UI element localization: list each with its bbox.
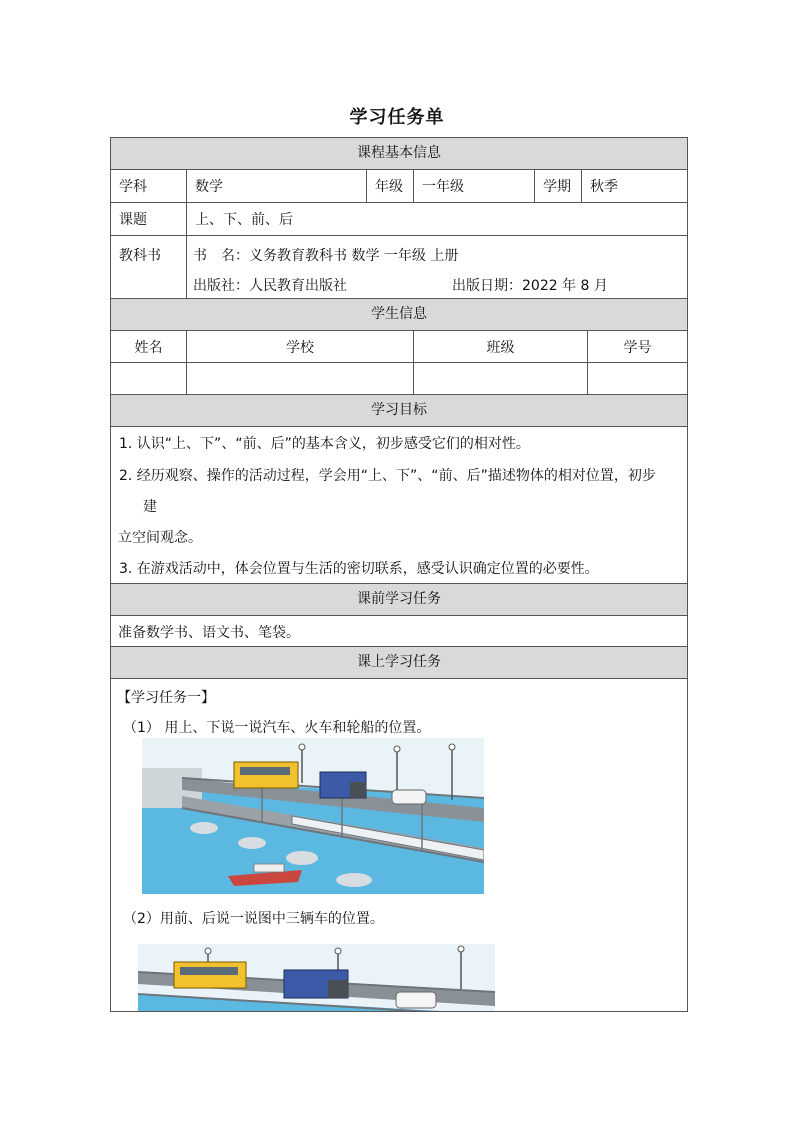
subject-value: 数学 <box>187 170 367 202</box>
textbook-publisher: 出版社：人民教育出版社 <box>193 278 347 294</box>
bridge-illustration-1 <box>142 738 484 894</box>
textbook-pub-date: 出版日期：2022 年 8 月 <box>452 278 608 294</box>
page-title: 学习任务单 <box>349 107 445 128</box>
grade-label: 年级 <box>367 170 414 202</box>
bus-windows <box>240 767 290 775</box>
in-class-content <box>111 679 687 1012</box>
topic-row <box>111 203 687 236</box>
lamp <box>458 946 464 952</box>
truck-cab <box>328 980 348 998</box>
bus-windows <box>180 967 238 975</box>
textbook-label: 教科书 <box>111 236 187 298</box>
lamp <box>449 744 455 750</box>
course-info-row <box>111 170 687 203</box>
pier <box>190 822 218 834</box>
bridge-scene-2-svg <box>138 944 495 1012</box>
bridge-illustration-2 <box>138 944 495 1012</box>
topic-value: 上、下、前、后 <box>195 212 293 228</box>
student-info-blank-row <box>111 363 687 395</box>
question-1: （1） 用上、下说一说汽车、火车和轮船的位置。 <box>123 720 431 736</box>
ship-cabin <box>254 864 284 872</box>
in-class-header: 课上学习任务 <box>111 647 687 679</box>
pre-class-content <box>111 616 687 647</box>
term-value: 秋季 <box>590 179 618 195</box>
blank-name-cell[interactable] <box>111 363 187 394</box>
truck-cab <box>350 782 366 798</box>
term-label: 学期 <box>535 170 582 202</box>
student-info-columns <box>111 331 687 363</box>
goals-content <box>111 427 687 584</box>
goal-item-2-line-2: 建 <box>143 499 157 515</box>
lamp <box>394 746 400 752</box>
subject-label: 学科 <box>111 170 187 202</box>
pre-class-text: 准备数学书、语文书、笔袋。 <box>118 625 300 641</box>
blank-school-cell[interactable] <box>187 363 414 394</box>
pier <box>336 873 372 887</box>
blank-class-cell[interactable] <box>414 363 588 394</box>
column-name: 姓名 <box>111 331 187 362</box>
pier <box>238 837 266 849</box>
goal-item-3: 3. 在游戏活动中，体会位置与生活的密切联系，感受认识确定位置的必要性。 <box>119 561 599 577</box>
lamp <box>205 948 211 954</box>
goal-item-1: 1. 认识“上、下”、“前、后”的基本含义，初步感受它们的相对性。 <box>119 436 530 452</box>
blank-id-cell[interactable] <box>588 363 687 394</box>
bridge-scene-svg <box>142 738 484 894</box>
task-sheet-table <box>110 137 688 1012</box>
white-car <box>392 790 426 804</box>
goal-item-2-line-1: 2. 经历观察、操作的活动过程，学会用“上、下”、“前、后”描述物体的相对位置，初步 <box>119 468 656 484</box>
question-2: （2）用前、后说一说图中三辆车的位置。 <box>123 911 384 927</box>
grade-value: 一年级 <box>414 170 535 202</box>
goals-header: 学习目标 <box>111 395 687 427</box>
lamp <box>299 744 305 750</box>
white-car <box>396 992 436 1008</box>
lamp <box>335 948 341 954</box>
column-student-id: 学号 <box>623 339 652 356</box>
textbook-row <box>111 236 687 299</box>
course-info-header: 课程基本信息 <box>111 138 687 170</box>
student-info-header: 学生信息 <box>111 299 687 331</box>
goal-item-2-line-3: 立空间观念。 <box>118 530 202 546</box>
topic-label: 课题 <box>111 203 187 235</box>
column-school: 学校 <box>187 331 414 362</box>
pier <box>286 851 318 865</box>
task-one-title: 【学习任务一】 <box>117 690 215 706</box>
column-class: 班级 <box>414 331 588 362</box>
textbook-name: 书 名：义务教育教科书 数学 一年级 上册 <box>193 248 459 264</box>
pre-class-header: 课前学习任务 <box>111 584 687 616</box>
